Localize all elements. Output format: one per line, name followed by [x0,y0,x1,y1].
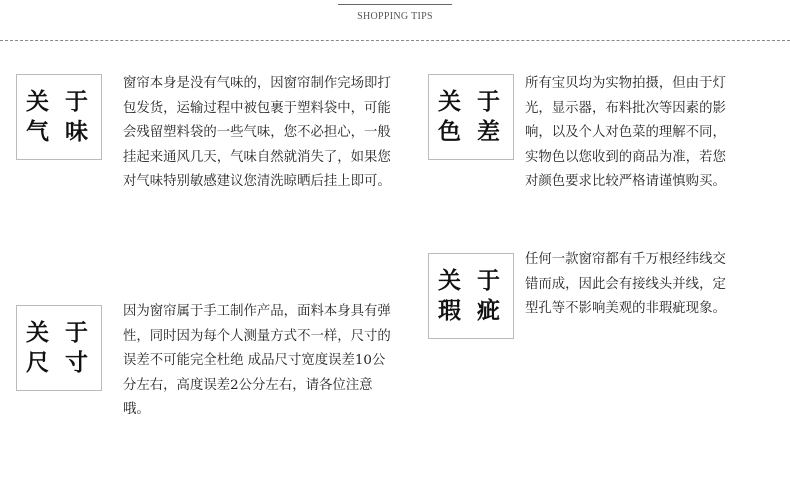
color-label-line2: 色 差 [437,119,504,145]
size-label-line2: 尺 寸 [25,350,92,376]
color-description: 所有宝贝均为实物拍摄，但由于灯光，显示器，布料批次等因素的影响，以及个人对色菜的理解不同，实物色以您收到的商品为准，若您对颜色要求比较严格请谨慎购买。 [525,76,726,189]
smell-label-line2: 气 味 [25,119,92,145]
dashed-divider [0,40,790,41]
size-label-line1: 关 于 [25,320,92,346]
flaw-label-line2: 瑕 疵 [437,298,504,324]
size-label-box [16,305,102,391]
flaw-description: 任何一款窗帘都有千万根经纬线交错而成，因此会有接线头并线，定型孔等不影响美观的非瑕疵现象。 [525,252,726,316]
page-title: SHOPPING TIPS [357,11,433,22]
flaw-label-box [428,253,514,339]
color-label-line1: 关 于 [437,89,504,115]
header-top-rule [338,4,452,5]
smell-description: 窗帘本身是没有气味的，因窗帘制作完场即打包发货，运输过程中被包裹于塑料袋中，可能会残留塑料袋的一些气味，您不必担心，一般挂起来通风几天，气味自然就消失了，如果您对气味特别敏感建议您清洗晾晒后挂上即可。 [123,76,391,189]
smell-label-line1: 关 于 [25,89,92,115]
color-label-box [428,74,514,160]
flaw-label-line1: 关 于 [437,268,504,294]
smell-label-box [16,74,102,160]
size-description: 因为窗帘属于手工制作产品，面料本身具有弹性，同时因为每个人测量方式不一样，尺寸的误差不可能完全杜绝 成品尺寸宽度误差10公分左右，高度误差2公分左右，请各位注意哦。 [123,304,391,417]
